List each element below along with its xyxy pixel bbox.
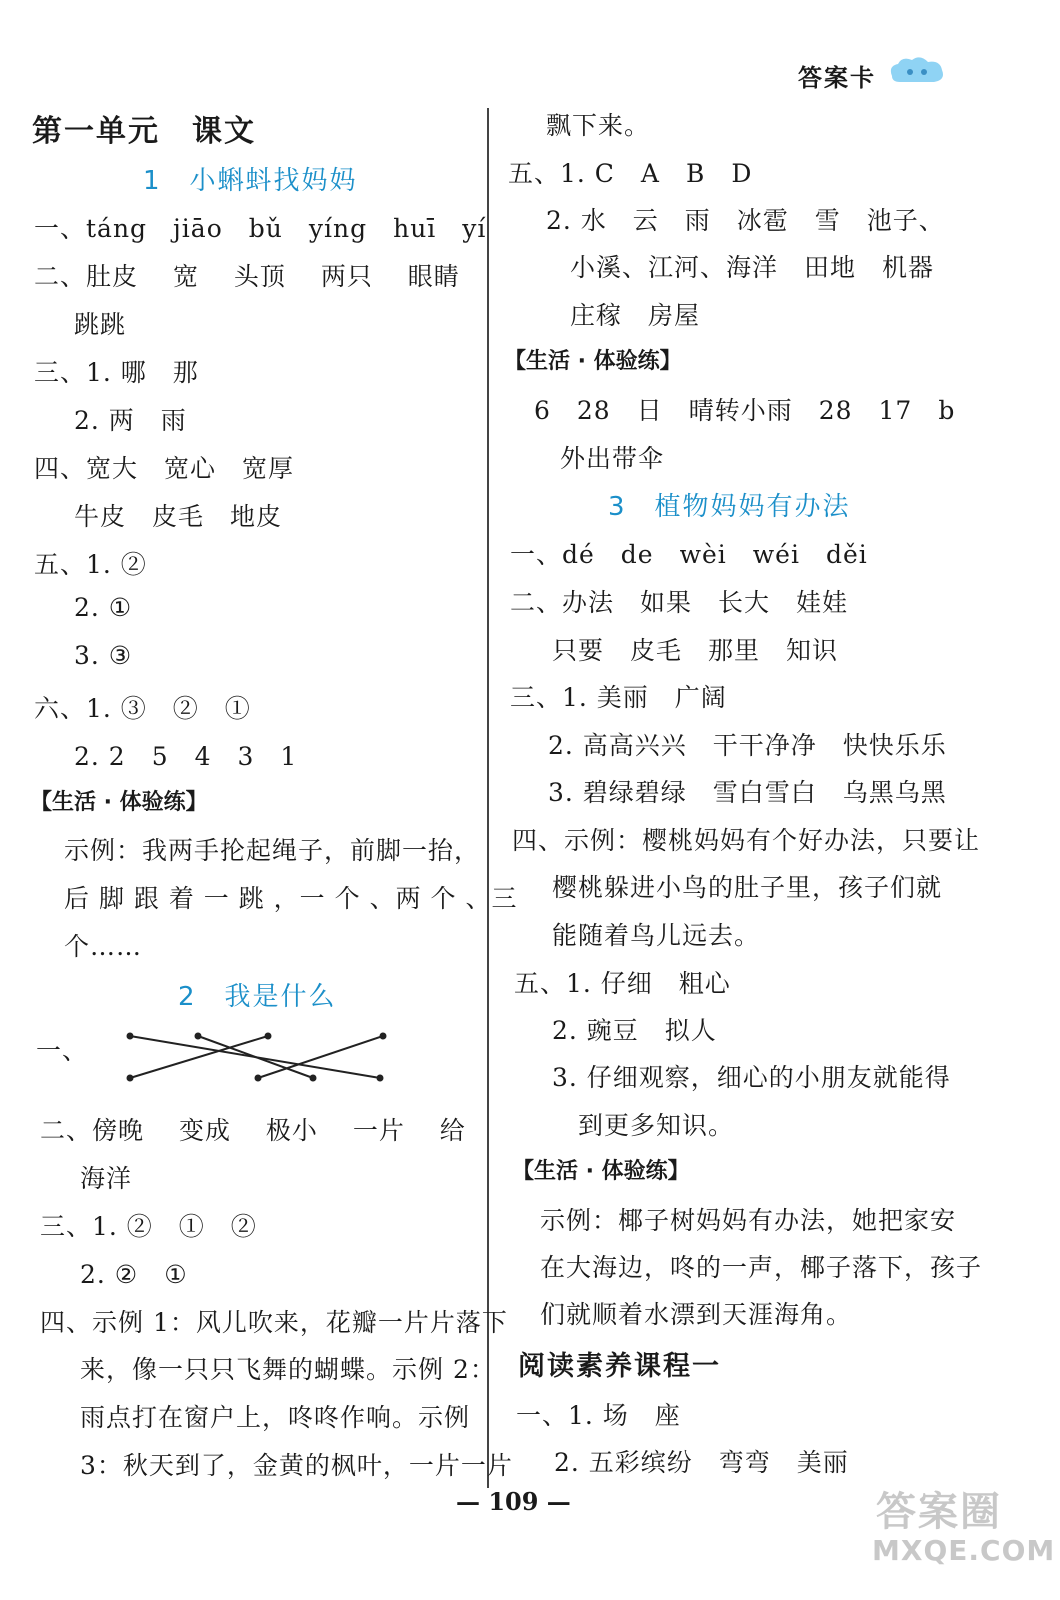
lesson-1-q6-line1: 六、1. ③ ② ① (34, 694, 251, 723)
lesson-2-q3-line2: 2. ② ① (80, 1260, 188, 1289)
lesson-3-q4-line1: 四、示例：樱桃妈妈有个好办法，只要让 (512, 826, 981, 855)
lesson-3-life-line3: 们就顺着水漂到天涯海角。 (540, 1300, 853, 1329)
lesson-1-q3-line1: 三、1. 哪 那 (34, 358, 199, 387)
matching-lines-diagram (118, 1026, 398, 1086)
lesson-1-life-practice-title: 【生活 · 体验练】 (30, 790, 208, 815)
lesson-1-life-line2: 后 脚 跟 着 一 跳 ，一 个 、两 个 、三 (64, 884, 518, 913)
lesson-2-q4-line3: 雨点打在窗户上，咚咚作响。示例 (80, 1403, 471, 1432)
lesson-3-q2-line1: 二、办法 如果 长大 娃娃 (510, 588, 849, 617)
lesson-3-q3-line1: 三、1. 美丽 广阔 (510, 683, 727, 712)
lesson-3-q5-line2: 2. 豌豆 拟人 (552, 1016, 717, 1045)
right-continuation-line: 飘下来。 (546, 111, 651, 140)
lesson-1-q2-line1: 二、肚皮 宽 头顶 两只 眼睛 (34, 262, 460, 291)
lesson-3-title: 3 植物妈妈有办法 (608, 492, 851, 522)
lesson-2-q1: 一、 (36, 1036, 89, 1065)
lesson-2-q2-line1: 二、傍晚 变成 极小 一片 给 (40, 1116, 466, 1145)
lesson-2-q4-line2: 来，像一只只飞舞的蝴蝶。示例 2： (80, 1355, 496, 1384)
lesson-1-q1: 一、táng jiāo bǔ yíng huī yí (34, 214, 487, 243)
lesson-2-title: 2 我是什么 (178, 982, 337, 1012)
lesson-3-q5-line1: 五、1. 仔细 粗心 (514, 969, 731, 998)
lesson-1-q2-line2: 跳跳 (74, 310, 127, 339)
lesson-3-q5-line3: 3. 仔细观察，细心的小朋友就能得 (552, 1063, 951, 1092)
lesson-3-life-line2: 在大海边，咚的一声，椰子落下，孩子 (540, 1253, 983, 1282)
lesson-1-q6-line2: 2. 2 5 4 3 1 (74, 742, 298, 771)
lesson-3-q5-line4: 到更多知识。 (578, 1111, 735, 1140)
lesson-1-title: 1 小蝌蚪找妈妈 (143, 166, 358, 196)
lesson-3-life-practice-title: 【生活 · 体验练】 (512, 1159, 690, 1184)
lesson-2-q4-line1: 四、示例 1：风儿吹来，花瓣一片片落下 (40, 1308, 508, 1337)
page-number: — 109 — (456, 1487, 571, 1516)
lesson-2-life-practice-title: 【生活 · 体验练】 (504, 349, 682, 374)
cloud-decoration-icon (886, 54, 948, 88)
lesson-1-life-line1: 示例：我两手抡起绳子，前脚一抬， (64, 836, 481, 865)
lesson-2-life-line2: 外出带伞 (560, 444, 665, 473)
lesson-1-q5-line2: 2. ① (74, 593, 133, 622)
lesson-2-life-line1: 6 28 日 晴转小雨 28 17 b (534, 396, 956, 425)
lesson-1-q4-line1: 四、宽大 宽心 宽厚 (34, 454, 295, 483)
lesson-3-q4-line3: 能随着鸟儿远去。 (552, 921, 761, 950)
lesson-3-q2-line2: 只要 皮毛 那里 知识 (552, 636, 839, 665)
lesson-2-q2-line2: 海洋 (80, 1164, 133, 1193)
lesson-1-q3-line2: 2. 两 雨 (74, 406, 187, 435)
lesson-1-q5-line3: 3. ③ (74, 641, 133, 670)
lesson-2-q5-line2: 2. 水 云 雨 冰雹 雪 池子、 (546, 206, 945, 235)
lesson-1-q4-line2: 牛皮 皮毛 地皮 (74, 502, 283, 531)
lesson-1-life-line3: 个…… (64, 932, 143, 961)
lesson-2-q5-line1: 五、1. C A B D (508, 159, 753, 188)
lesson-1-q5-line1: 五、1. ② (34, 550, 147, 579)
lesson-2-q5-line4: 庄稼 房屋 (570, 301, 701, 330)
lesson-3-q1: 一、dé de wèi wéi děi (510, 540, 868, 569)
reading-q1-line1: 一、1. 场 座 (516, 1401, 681, 1430)
lesson-2-q5-line3: 小溪、江河、海洋 田地 机器 (570, 253, 935, 282)
watermark-url: MXQE.COM (872, 1534, 1056, 1567)
reading-q1-line2: 2. 五彩缤纷 弯弯 美丽 (554, 1448, 849, 1477)
lesson-3-q4-line2: 樱桃躲进小鸟的肚子里，孩子们就 (552, 873, 943, 902)
reading-course-title: 阅读素养课程一 (518, 1351, 721, 1382)
lesson-3-q3-line2: 2. 高高兴兴 干干净净 快快乐乐 (548, 731, 947, 760)
unit-title: 第一单元 课文 (32, 114, 256, 149)
lesson-3-life-line1: 示例：椰子树妈妈有办法，她把家安 (540, 1206, 957, 1235)
column-divider (487, 108, 489, 1488)
lesson-2-q3-line1: 三、1. ② ① ② (40, 1212, 257, 1241)
watermark-logo: 答案圈 (876, 1489, 1002, 1535)
lesson-3-q3-line3: 3. 碧绿碧绿 雪白雪白 乌黑乌黑 (548, 778, 947, 807)
lesson-2-q4-line4: 3：秋天到了，金黄的枫叶，一片一片 (80, 1451, 513, 1480)
answer-card-label: 答案卡 (798, 64, 876, 92)
